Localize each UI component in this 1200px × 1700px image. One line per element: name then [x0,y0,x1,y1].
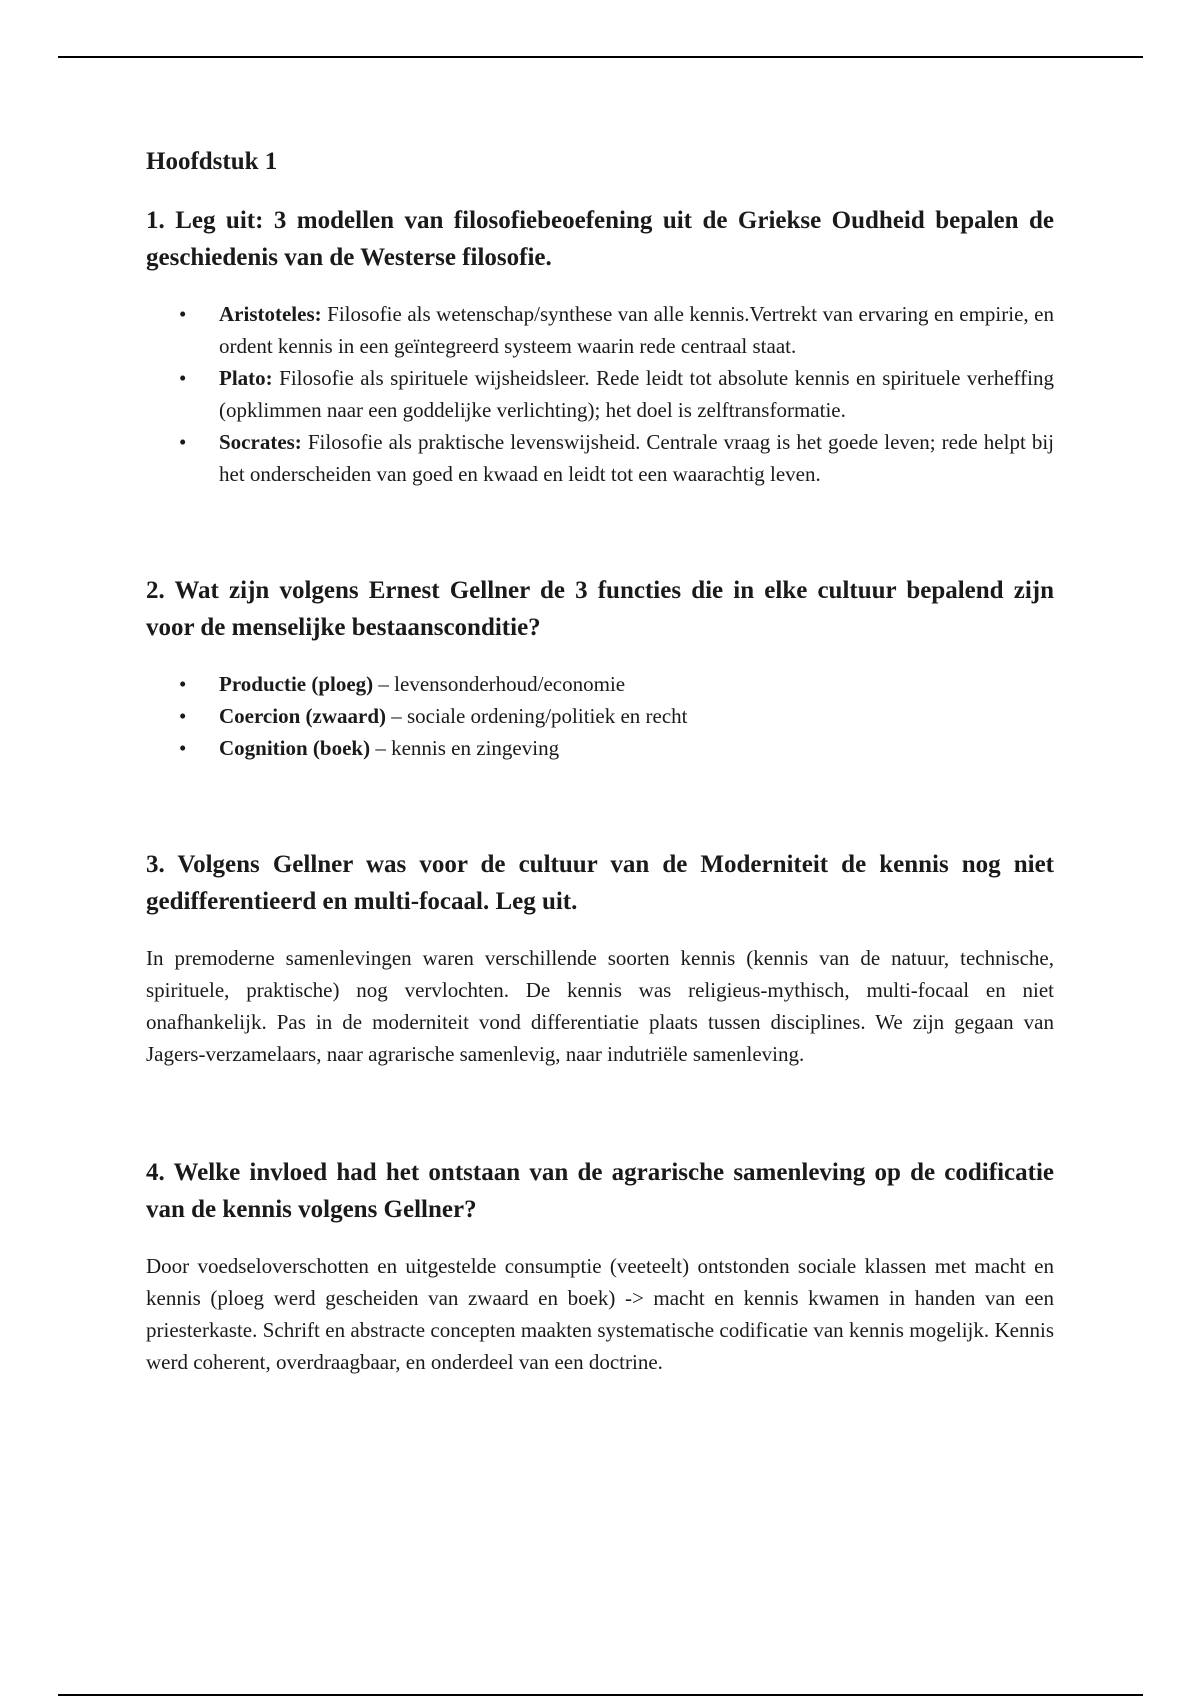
list-item [179,732,1054,764]
bullet-term: Aristoteles: [219,302,322,326]
bullet-icon: • [179,302,187,326]
bottom-rule [58,1694,1143,1696]
section-4 [146,1154,1054,1378]
bullet-icon: • [179,672,187,696]
bullet-list-1 [146,298,1054,490]
bullet-text: Filosofie als spirituele wijsheidsleer. Rede leidt tot absolute kennis en spirituele verheffing (opklimmen naar een goddelijke verlichting); het doel is zelftransformatie. [219,366,1054,422]
bullet-text: Filosofie als praktische levenswijsheid. Centrale vraag is het goede leven; rede helpt bij het onderscheiden van goed en kwaad en leidt tot een waarachtig leven. [219,430,1054,486]
list-item [179,426,1054,490]
chapter-title: Hoofdstuk 1 [146,148,278,175]
list-item [179,298,1054,362]
answer-3: In premoderne samenlevingen waren verschillende soorten kennis (kennis van de natuur, technische, spirituele, praktische) nog vervlochten. De kennis was religieus-mythisch, multi-focaal en niet onafhankelijk. Pas in de moderniteit vond differentiatie plaats tussen disciplines. We zijn gegaan van Jagers-verzamelaars, naar agrarische samenlevig, naar indutriële samenleving. [146,946,1054,1066]
question-4: 4. Welke invloed had het ontstaan van de agrarische samenleving op de codificatie van de kennis volgens Gellner? [146,1159,1054,1223]
list-item [179,362,1054,426]
bullet-icon: • [179,430,187,454]
bullet-text: – sociale ordening/politiek en recht [386,704,688,728]
bullet-term: Coercion (zwaard) [219,704,386,728]
bullet-term: Cognition (boek) [219,736,371,760]
document-body [146,146,1054,1378]
section-2 [146,572,1054,764]
section-3 [146,846,1054,1070]
bullet-text: – kennis en zingeving [370,736,560,760]
question-2: 2. Wat zijn volgens Ernest Gellner de 3 functies die in elke cultuur bepalend zijn voor de menselijke bestaansconditie? [146,577,1054,641]
bullet-icon: • [179,366,187,390]
bullet-icon: • [179,704,187,728]
list-item [179,668,1054,700]
bullet-icon: • [179,736,187,760]
bullet-term: Productie (ploeg) [219,672,374,696]
top-rule [58,56,1143,58]
question-1: 1. Leg uit: 3 modellen van filosofiebeoefening uit de Griekse Oudheid bepalen de geschiedenis van de Westerse filosofie. [146,207,1054,271]
bullet-text: Filosofie als wetenschap/synthese van alle kennis.Vertrekt van ervaring en empirie, en ordent kennis in een geïntegreerd systeem waarin rede centraal staat. [219,302,1054,358]
question-3: 3. Volgens Gellner was voor de cultuur van de Moderniteit de kennis nog niet gedifferentieerd en multi-focaal. Leg uit. [146,851,1054,915]
bullet-term: Plato: [219,366,273,390]
answer-4: Door voedseloverschotten en uitgestelde consumptie (veeteelt) ontstonden sociale klassen met macht en kennis (ploeg werd gescheiden van zwaard en boek) -> macht en kennis kwamen in handen van een priesterkaste. Schrift en abstracte concepten maakten systematische codificatie van kennis mogelijk. Kennis werd coherent, overdraagbaar, en onderdeel van een doctrine. [146,1254,1054,1374]
bullet-text: – levensonderhoud/economie [373,672,626,696]
list-item [179,700,1054,732]
section-1 [146,202,1054,490]
bullet-list-2 [146,668,1054,764]
bullet-term: Socrates: [219,430,302,454]
